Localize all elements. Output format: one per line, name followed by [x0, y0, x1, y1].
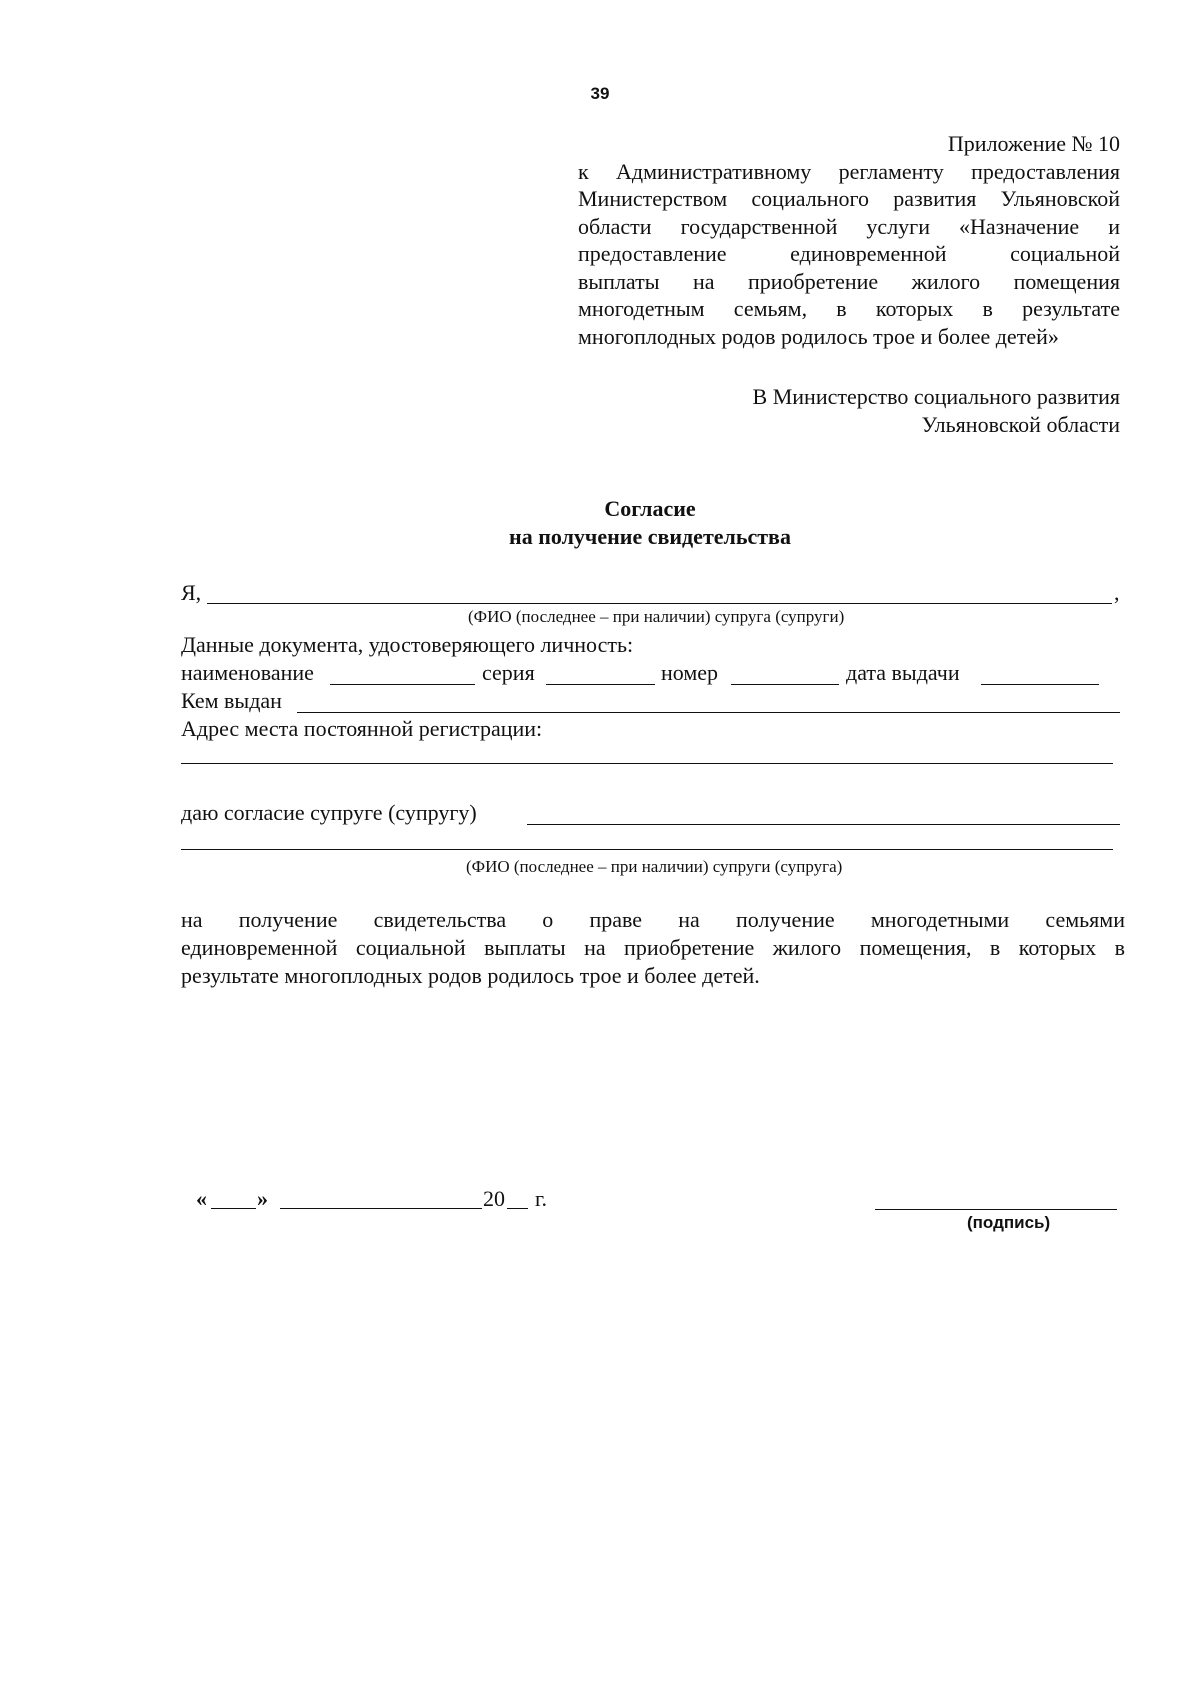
issued-by-label: Кем выдан: [181, 688, 282, 713]
partner-fio-field-1[interactable]: [527, 824, 1120, 825]
document-title: Согласие: [604, 496, 696, 521]
paragraph-line: единовременной социальной выплаты на приобретение жилого помещения, в которых в: [181, 935, 1125, 960]
address-label: Адрес места постоянной регистрации:: [181, 716, 543, 741]
fio-spouse-field[interactable]: [207, 603, 1112, 604]
date-day-field[interactable]: [211, 1208, 256, 1209]
date-open-quote: «: [196, 1186, 207, 1211]
consent-label: даю согласие супруге (супругу): [181, 800, 477, 825]
signature-caption: (подпись): [967, 1213, 1051, 1232]
appendix-block: [578, 130, 1120, 350]
address-field[interactable]: [181, 763, 1113, 764]
page-number: 39: [590, 84, 610, 103]
partner-fio-field-2[interactable]: [181, 849, 1113, 850]
issued-by-field[interactable]: [297, 712, 1120, 713]
consent-paragraph: [181, 906, 1125, 990]
appendix-last-line: многоплодных родов родилось трое и более детей»: [578, 323, 1059, 349]
addressee-block: [578, 383, 1120, 438]
addressee-line-2: Ульяновской области: [921, 411, 1120, 437]
paragraph-line: результате многоплодных родов родилось трое и более детей.: [181, 963, 760, 988]
date-close-quote: »: [257, 1186, 268, 1211]
doc-issue-date-field[interactable]: [981, 684, 1099, 685]
appendix-line: области государственной услуги «Назначение и: [578, 213, 1120, 239]
appendix-line: к Административному регламенту предоставления: [578, 158, 1120, 184]
appendix-line: многодетным семьям, в которых в результате: [578, 296, 1120, 321]
doc-issue-date-label: дата выдачи: [846, 660, 960, 685]
doc-data-label: Данные документа, удостоверяющего личность:: [181, 632, 634, 657]
appendix-line: выплаты на приобретение жилого помещения: [578, 268, 1120, 294]
fio-partner-caption: (ФИО (последнее – при наличии) супруги (супруга): [466, 857, 843, 876]
ya-label: Я,: [181, 580, 202, 605]
paragraph-line: на получение свидетельства о праве на получение многодетными семьями: [181, 907, 1125, 932]
appendix-line: Министерством социального развития Ульяновской: [578, 186, 1120, 211]
date-year-prefix: 20: [483, 1186, 505, 1211]
appendix-number: Приложение № 10: [947, 131, 1120, 156]
appendix-line: предоставление единовременной социальной: [578, 241, 1120, 266]
doc-series-field[interactable]: [546, 684, 655, 685]
doc-name-field[interactable]: [330, 684, 475, 685]
date-year-suffix: г.: [535, 1186, 548, 1211]
signature-field[interactable]: [875, 1209, 1117, 1210]
document-subtitle: на получение свидетельства: [509, 524, 791, 549]
doc-series-label: серия: [482, 660, 535, 685]
doc-name-label: наименование: [181, 660, 314, 685]
fio-spouse-caption: (ФИО (последнее – при наличии) супруга (супруги): [468, 607, 845, 626]
date-year-field[interactable]: [507, 1208, 528, 1209]
doc-number-field[interactable]: [731, 684, 839, 685]
addressee-line-1: В Министерство социального развития: [752, 384, 1120, 409]
ya-comma: ,: [1114, 580, 1120, 605]
doc-number-label: номер: [661, 660, 719, 685]
date-month-field[interactable]: [280, 1208, 482, 1209]
